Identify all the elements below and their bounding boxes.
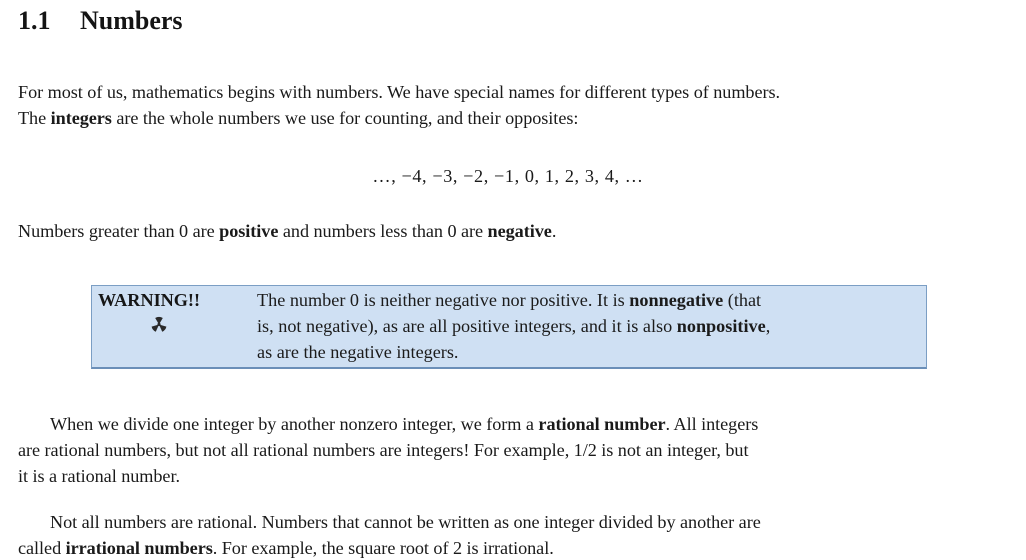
sign-paragraph — [18, 218, 1008, 244]
irrational-line-2 — [18, 535, 1008, 560]
term-nonnegative: nonnegative — [629, 290, 724, 310]
rational-line-1-rest: . All integers — [665, 414, 759, 434]
sign-text-3: . — [551, 221, 557, 241]
section-number: 1.1 — [18, 6, 51, 35]
rational-line-3: it is a rational number. — [18, 466, 180, 486]
sign-text-1: Numbers greater than 0 are — [18, 221, 220, 241]
intro-line-2-rest: are the whole numbers we use for counting, and their opposites: — [111, 108, 579, 128]
rational-line-1 — [18, 411, 1008, 437]
section-heading — [18, 3, 183, 39]
term-negative: negative — [487, 221, 552, 241]
warning-label: WARNING!! — [98, 290, 201, 310]
warning-text — [257, 287, 923, 365]
rational-paragraph — [18, 411, 1008, 489]
irrational-line-1: Not all numbers are rational. Numbers that cannot be written as one integer divided by another are — [50, 512, 761, 532]
intro-line-2 — [18, 105, 1008, 131]
irrational-paragraph — [18, 509, 1008, 560]
term-rational-number: rational number — [538, 414, 666, 434]
warning-line-1-text: The number 0 is neither negative nor positive. It is — [257, 290, 630, 310]
section-title: Numbers — [80, 6, 183, 35]
integer-sequence-display: …, −4, −3, −2, −1, 0, 1, 2, 3, 4, … — [372, 166, 644, 186]
term-irrational-numbers: irrational numbers — [65, 538, 213, 558]
warning-line-2 — [257, 313, 923, 339]
term-nonpositive: nonpositive — [676, 316, 766, 336]
warning-line-2-text: is, not negative), as are all positive integers, and it is also — [257, 316, 677, 336]
term-positive: positive — [219, 221, 279, 241]
radiation-icon — [148, 315, 170, 333]
intro-line-2-text: The — [18, 108, 51, 128]
warning-line-1-rest: (that — [723, 290, 762, 310]
rational-line-1-text: When we divide one integer by another nonzero integer, we form a — [50, 414, 539, 434]
irrational-line-2-text: called — [18, 538, 66, 558]
intro-line-1: For most of us, mathematics begins with numbers. We have special names for different types of numbers. — [18, 82, 781, 102]
rational-line-2: are rational numbers, but not all rational numbers are integers! For example, 1/2 is not an integer, but — [18, 440, 749, 460]
warning-callout — [91, 285, 927, 369]
term-integers: integers — [50, 108, 112, 128]
irrational-line-2-rest: . For example, the square root of 2 is irrational. — [212, 538, 554, 558]
sign-text-2: and numbers less than 0 are — [278, 221, 488, 241]
warning-line-2-rest: , — [765, 316, 771, 336]
warning-line-3: as are the negative integers. — [257, 342, 459, 362]
warning-line-1 — [257, 287, 923, 313]
intro-paragraph — [18, 79, 1008, 131]
